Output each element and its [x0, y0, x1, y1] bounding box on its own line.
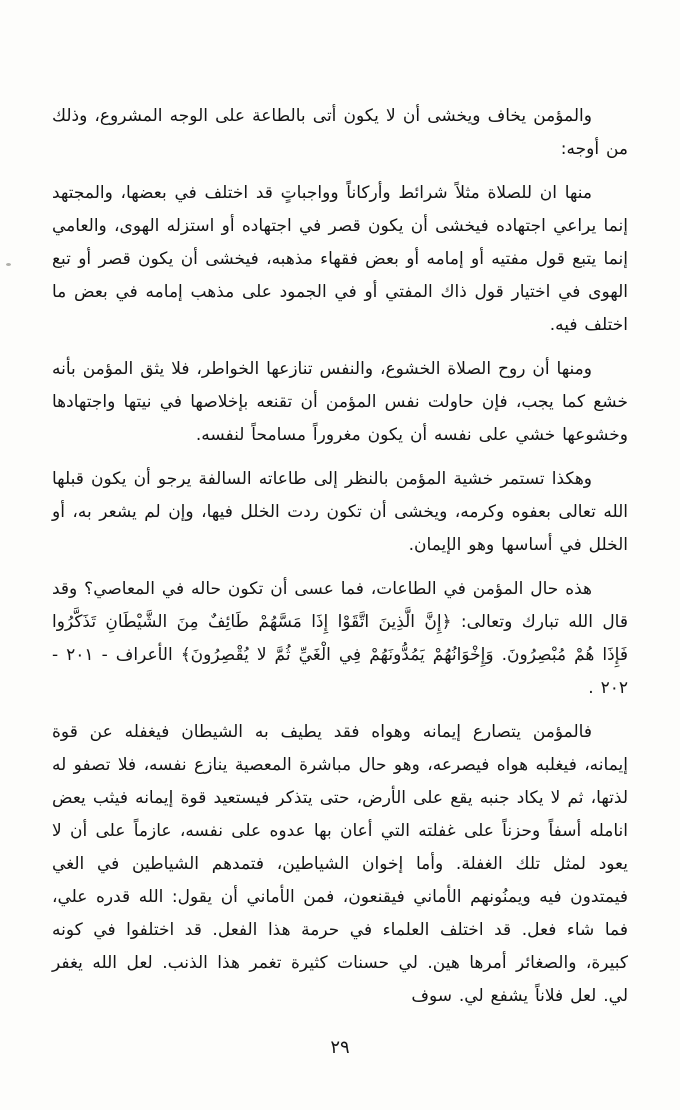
scan-artifact — [6, 263, 11, 266]
paragraph-quran-verse: هذه حال المؤمن في الطاعات، فما عسى أن تكون حاله في المعاصي؟ وقد قال الله تبارك وتعالى: ﴿إِنَّ الَّذِينَ اتَّقَوْا إِذَا مَسَّهُمْ طَائِفٌ مِنَ الشَّيْطَانِ تَذَكَّرُوا فَإِذَا هُمْ مُبْصِرُونَ. وَإِخْوَانُهُمْ يَمُدُّونَهُمْ فِي الْغَيِّ ثُمَّ لا يُقْصِرُونَ﴾ الأعراف - ٢٠١ - ٢٠٢ . — [52, 579, 628, 698]
page-number: ٢٩ — [330, 1037, 350, 1058]
text-block — [52, 100, 628, 1013]
paragraph-khushu: ومنها أن روح الصلاة الخشوع، والنفس تنازعها الخواطر، فلا يثق المؤمن بأنه خشع كما يجب، فإن حاولت نفس المؤمن أن تقنعه بإخلاصها في نيتها واجتهادها وخشوعها خشي على نفسه أن يكون مغروراً مسامحاً لنفسه. — [52, 359, 628, 445]
paragraph-prayer-conditions: منها ان للصلاة مثلاً شرائط وأركاناً وواجباتٍ قد اختلف في بعضها، والمجتهد إنما يراعي اجتهاده فيخشى أن يكون قصر في اجتهاده أو استزله الهوى، والعامي إنما يتبع قول مفتيه أو إمامه أو بعض فقهاء مذهبه، فيخشى أن يكون قصر أو تبع الهوى في اختيار قول ذاك المفتي أو في الجمود على مذهب إمامه في بعض ما اختلف فيه. — [52, 183, 628, 335]
paragraph-believer-struggle: فالمؤمن يتصارع إيمانه وهواه فقد يطيف به الشيطان فيغفله عن قوة إيمانه، فيغلبه هواه فيصرعه، وهو حال مباشرة المعصية ينازع نفسه، فلا تصفو له لذتها، ثم لا يكاد جنبه يقع على الأرض، حتى يتذكر فيستعيد قوة إيمانه فيثب يعض انامله أسفاً وحزناً على غفلته التي أعان بها عدوه على نفسه، عازماً على أن لا يعود لمثل تلك الغفلة. وأما إخوان الشياطين، فتمدهم الشياطين في الغي فيمتدون فيه ويمنُونهم الأماني فيقنعون، فمن الأماني أن يقول: الله قدره علي، فما شاء فعل. قد اختلف العلماء في حرمة هذا الفعل. قد اختلفوا في كونه كبيرة، والصغائر أمرها هين. لي حسنات كثيرة تغمر هذا الذنب. لعل الله يغفر لي. لعل فلاناً يشفع لي. سوف — [52, 722, 628, 1006]
paragraph-past-deeds: وهكذا تستمر خشية المؤمن بالنظر إلى طاعاته السالفة يرجو أن يكون قبلها الله تعالى بعفوه وكرمه، ويخشى أن تكون ردت الخلل فيها، وإن لم يشعر به، أو الخلل في أساسها وهو الإيمان. — [52, 469, 628, 555]
paragraph-intro: والمؤمن يخاف ويخشى أن لا يكون أتى بالطاعة على الوجه المشروع، وذلك من أوجه: — [52, 106, 628, 159]
